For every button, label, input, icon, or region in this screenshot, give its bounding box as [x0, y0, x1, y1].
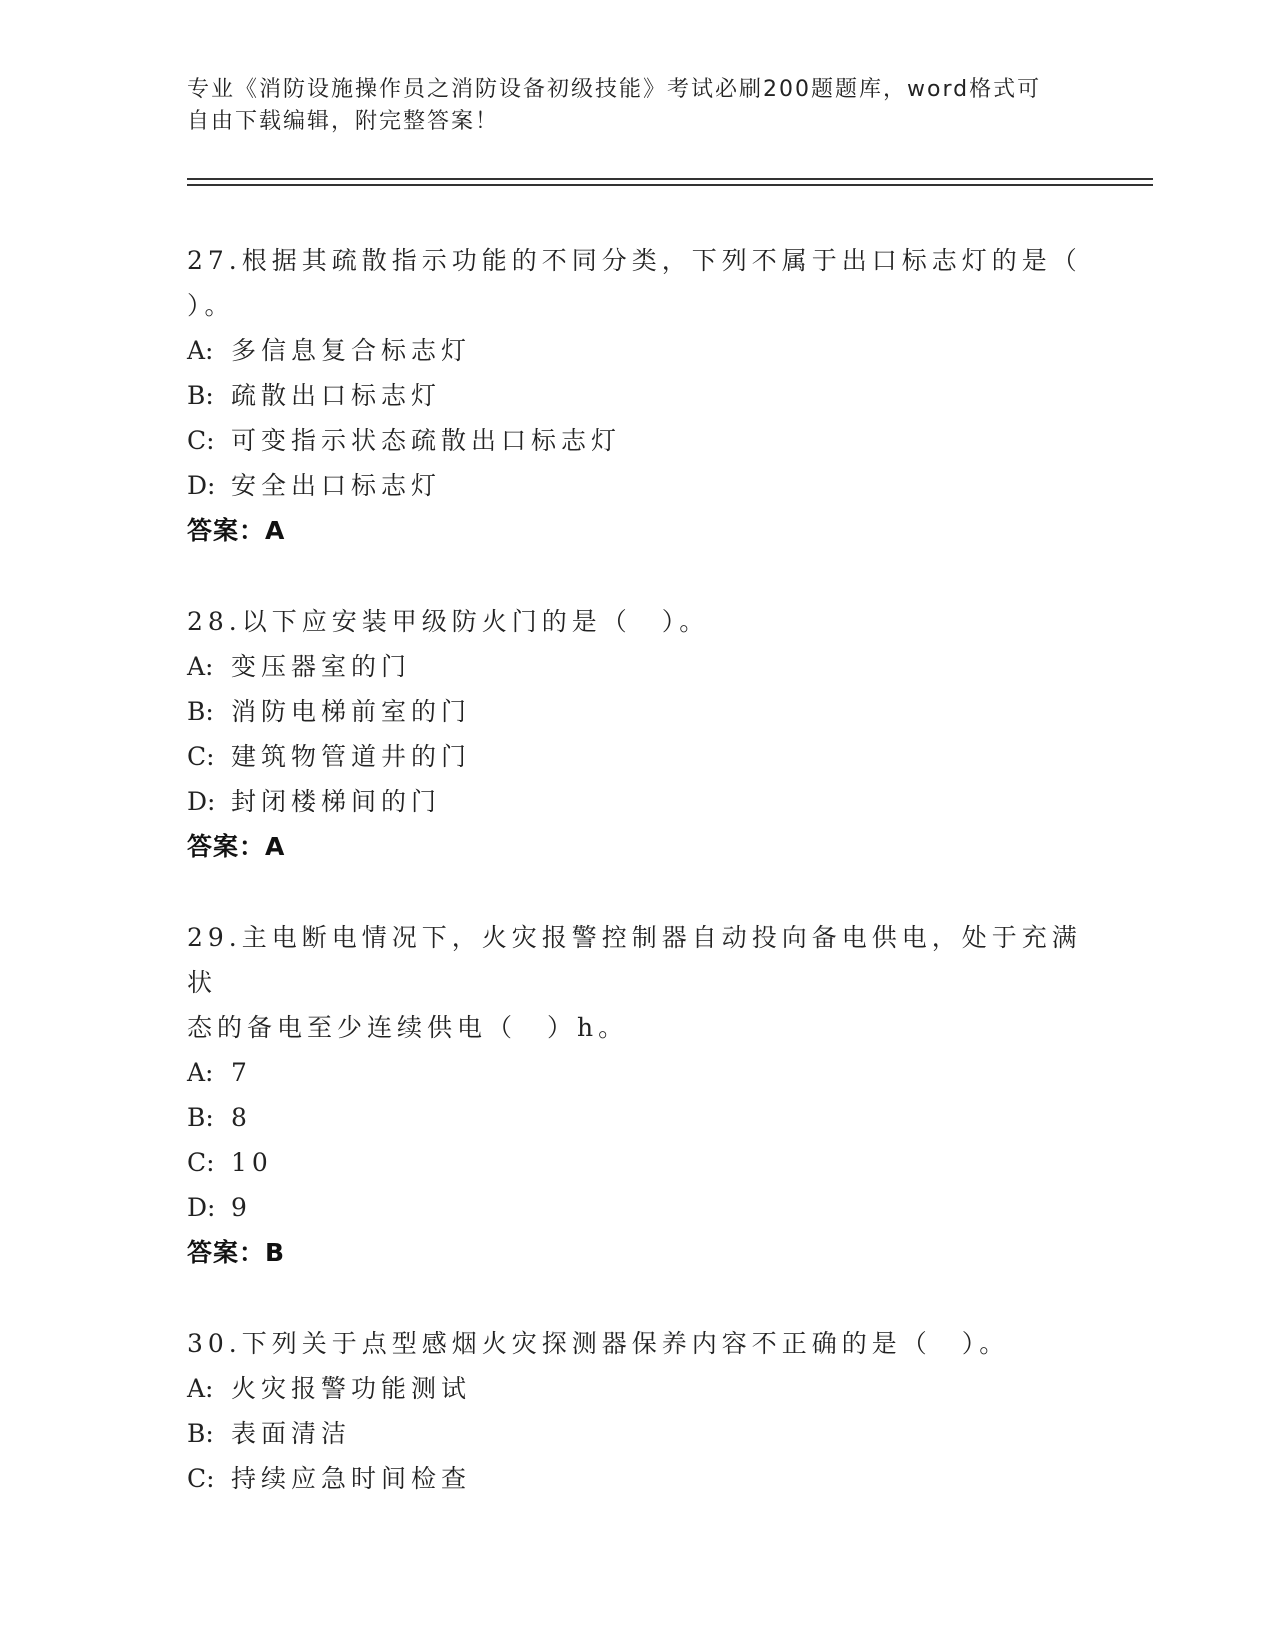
question-stem: 28.以下应安装甲级防火门的是（ ）。 — [187, 607, 710, 636]
option-text: 安全出口标志灯 — [231, 471, 442, 500]
question-stem: 30.下列关于点型感烟火灾探测器保养内容不正确的是（ ）。 — [187, 1329, 1010, 1358]
question-stem: 27.根据其疏散指示功能的不同分类，下列不属于出口标志灯的是（ — [187, 246, 1082, 275]
option-a — [187, 1050, 1087, 1095]
option-letter: D: — [187, 787, 216, 816]
option-text: 消防电梯前室的门 — [231, 697, 472, 726]
option-b — [187, 1095, 1087, 1140]
option-c — [187, 734, 1087, 779]
option-a — [187, 644, 1087, 689]
option-text: 7 — [231, 1058, 252, 1087]
option-letter: A: — [187, 652, 214, 681]
option-letter: A: — [187, 336, 214, 365]
question-27 — [187, 238, 1087, 553]
question-list — [187, 238, 1087, 1547]
option-d — [187, 463, 1087, 508]
question-29 — [187, 915, 1087, 1275]
option-b — [187, 373, 1087, 418]
option-letter: A: — [187, 1058, 214, 1087]
option-text: 建筑物管道井的门 — [231, 742, 472, 771]
answer-line: 答案：A — [187, 516, 286, 545]
option-b — [187, 689, 1087, 734]
option-a — [187, 328, 1087, 373]
option-letter: B: — [187, 697, 214, 726]
answer-line: 答案：B — [187, 1238, 286, 1267]
option-b — [187, 1411, 1087, 1456]
answer-line: 答案：A — [187, 832, 286, 861]
question-stem: 29.主电断电情况下，火灾报警控制器自动投向备电供电，处于充满状 — [187, 923, 1082, 997]
option-c — [187, 418, 1087, 463]
question-stem-continued: ）。 — [187, 291, 235, 320]
document-header — [187, 74, 1087, 138]
option-letter: C: — [187, 742, 215, 771]
option-letter: B: — [187, 1419, 214, 1448]
option-text: 疏散出口标志灯 — [231, 381, 442, 410]
option-text: 表面清洁 — [231, 1419, 352, 1448]
question-28 — [187, 599, 1087, 869]
option-letter: C: — [187, 426, 215, 455]
header-divider-top — [187, 178, 1153, 180]
option-letter: C: — [187, 1464, 215, 1493]
header-line-1: 专业《消防设施操作员之消防设备初级技能》考试必刷200题题库，word格式可 — [187, 77, 1042, 102]
option-c — [187, 1456, 1087, 1501]
option-d — [187, 779, 1087, 824]
option-text: 多信息复合标志灯 — [231, 336, 472, 365]
question-30 — [187, 1321, 1087, 1501]
option-letter: D: — [187, 1193, 216, 1222]
option-text: 8 — [231, 1103, 252, 1132]
option-a — [187, 1366, 1087, 1411]
option-text: 封闭楼梯间的门 — [231, 787, 442, 816]
option-letter: B: — [187, 1103, 214, 1132]
header-line-2: 自由下载编辑，附完整答案！ — [187, 109, 500, 134]
option-d — [187, 1185, 1087, 1230]
option-letter: C: — [187, 1148, 215, 1177]
option-text: 变压器室的门 — [231, 652, 412, 681]
option-letter: A: — [187, 1374, 214, 1403]
option-text: 火灾报警功能测试 — [231, 1374, 472, 1403]
header-divider-bottom — [187, 184, 1153, 186]
question-stem-continued: 态的备电至少连续供电（ ）h。 — [187, 1013, 629, 1042]
option-letter: D: — [187, 471, 216, 500]
option-c — [187, 1140, 1087, 1185]
option-letter: B: — [187, 381, 214, 410]
option-text: 可变指示状态疏散出口标志灯 — [231, 426, 622, 455]
option-text: 10 — [231, 1148, 273, 1177]
option-text: 持续应急时间检查 — [231, 1464, 472, 1493]
option-text: 9 — [231, 1193, 252, 1222]
